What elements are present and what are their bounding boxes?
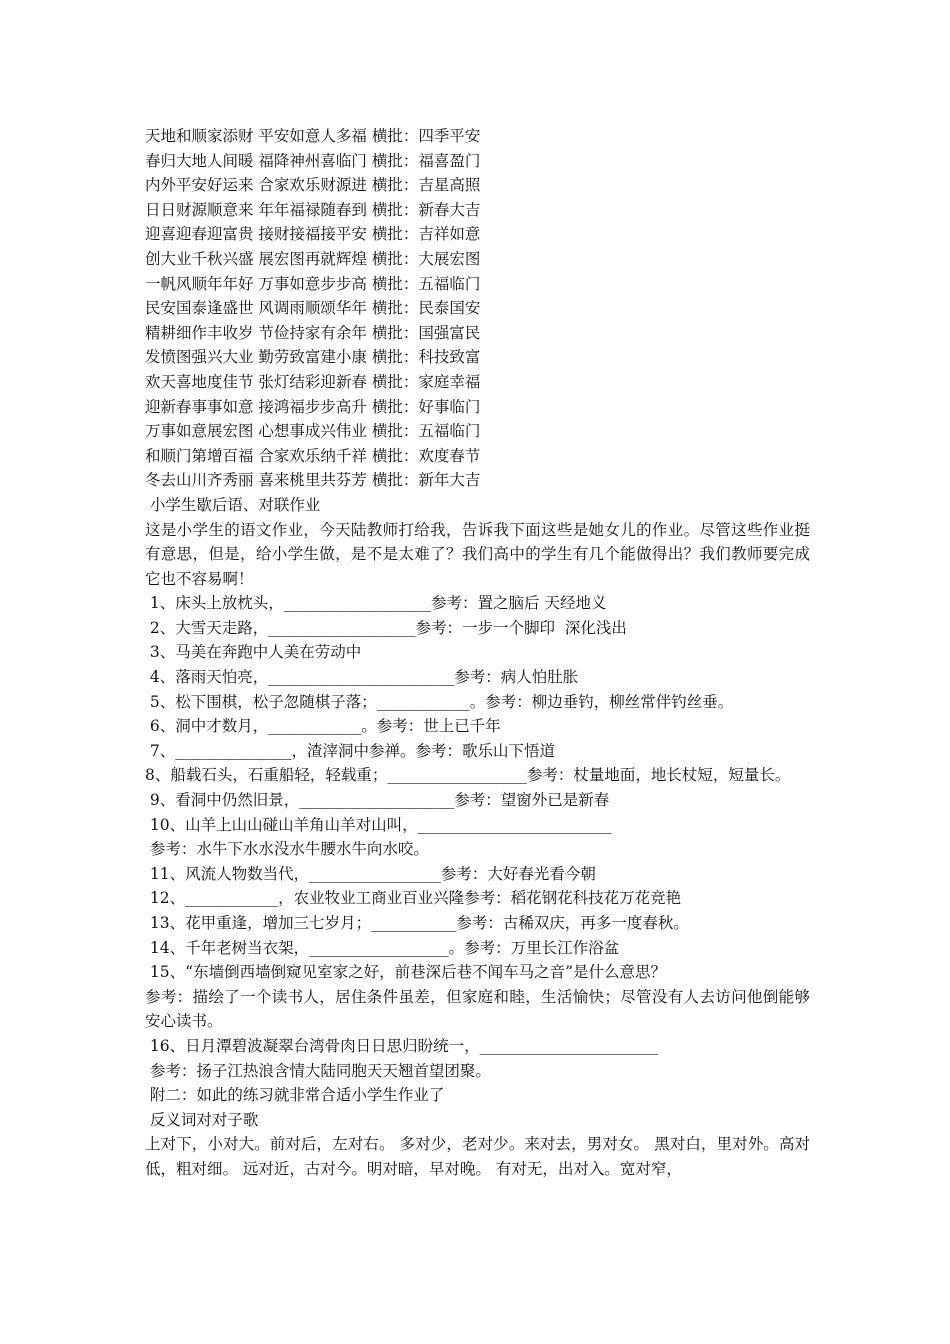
question-item: 9、看洞中仍然旧景，____________________参考：望窗外已是新春	[145, 791, 610, 810]
question-item: 6、洞中才数月，____________。参考：世上已千年	[145, 717, 501, 736]
couplet-line: 日日财源顺意来 年年福禄随春到 横批：新春大吉	[145, 200, 481, 219]
question-item: 1、床头上放枕头，___________________参考：置之脑后 天经地义	[145, 594, 607, 613]
question-item: 4、落雨天怕亮，________________________参考：病人怕肚胀	[145, 668, 579, 687]
couplet-line: 春归大地人间暖 福降神州喜临门 横批：福喜盈门	[145, 151, 481, 170]
question-item: 5、松下围棋，松子忽随棋子落；____________。参考：柳边垂钓，柳丝常伴钓丝垂。	[145, 692, 734, 711]
couplet-line: 发愤图强兴大业 勤劳致富建小康 横批：科技致富	[145, 348, 481, 367]
couplet-line: 欢天喜地度佳节 张灯结彩迎新春 横批：家庭幸福	[145, 372, 481, 391]
question-item: 14、千年老树当衣架，__________________。参考：万里长江作浴盆	[145, 938, 620, 957]
couplet-line: 内外平安好运来 合家欢乐财源进 横批：吉星高照	[145, 176, 481, 195]
couplet-line: 迎新春事事如意 接鸿福步步高升 横批：好事临门	[145, 397, 481, 416]
question-item: 16、日月潭碧波凝翠台湾骨肉日日思归盼统一，_______________________	[145, 1036, 658, 1055]
question-item: 10、山羊上山山碰山羊角山羊对山叫，_________________________	[145, 815, 612, 834]
intro-paragraph: 这是小学生的语文作业，今天陆教师打给我，告诉我下面这些是她女儿的作业。尽管这些作业挺有意思，但是，给小学生做，是不是太难了？我们高中的学生有几个能做得出？我们教师要完成它也不容易啊！	[145, 520, 810, 588]
couplet-line: 冬去山川齐秀丽 喜来桃里共芬芳 横批：新年大吉	[145, 471, 481, 490]
song-text: 上对下，小对大。前对后，左对右。 多对少，老对少。来对去，男对女。 黑对白，里对外。高对低，粗对细。 远对近，古对今。明对暗，早对晚。 有对无，出对入。宽对窄，	[145, 1135, 810, 1178]
couplet-line: 精耕细作丰收岁 节俭持家有余年 横批：国强富民	[145, 323, 481, 342]
song-title: 反义词对对子歌	[145, 1110, 259, 1129]
document-body	[145, 124, 810, 1182]
question-item: 3、马美在奔跑中人美在劳动中	[145, 643, 362, 662]
couplet-line: 天地和顺家添财 平安如意人多福 横批：四季平安	[145, 127, 481, 145]
couplet-line: 一帆风顺年年好 万事如意步步高 横批：五福临门	[145, 274, 481, 293]
question-item: 8、船载石头，石重船轻，轻载重；__________________参考：杖量地面，地长杖短，短量长。	[145, 766, 791, 785]
couplet-line: 万事如意展宏图 心想事成兴伟业 横批：五福临门	[145, 422, 481, 441]
couplet-line: 民安国泰逢盛世 风调雨顺颂华年 横批：民泰国安	[145, 299, 481, 318]
couplet-line: 迎喜迎春迎富贵 接财接福接平安 横批：吉祥如意	[145, 225, 481, 244]
question-item: 13、花甲重逢，增加三七岁月；___________参考：古稀双庆，再多一度春秋。	[145, 914, 689, 932]
question-list	[145, 591, 810, 1083]
question-item: 11、风流人物数当代，_________________参考：大好春光看今朝	[145, 864, 596, 883]
question-item: 2、大雪天走路，___________________参考：一步一个脚印 深化浅出	[145, 618, 627, 637]
appendix-title: 附二：如此的练习就非常合适小学生作业了	[145, 1086, 445, 1105]
answer-line: 参考：描绘了一个读书人，居住条件虽差，但家庭和睦，生活愉快；尽管没有人去访问他倒能够安心读书。	[145, 987, 810, 1031]
question-item: 12、____________，农业牧业工商业百业兴隆参考：稻花钢花科技花万花竞艳	[145, 889, 682, 908]
couplet-list	[145, 124, 810, 493]
answer-line: 参考：水牛下水水没水牛腰水牛向水咬。	[145, 840, 429, 859]
question-item: 7、_______________，渣滓洞中参禅。参考：歌乐山下悟道	[145, 741, 556, 760]
question-item: 15、“东墙倒西墙倒窥见室家之好，前巷深后巷不闻车马之音”是什么意思？	[145, 963, 667, 982]
answer-line: 参考：扬子江热浪含情大陆同胞天天翘首望团聚。	[145, 1061, 491, 1080]
couplet-line: 创大业千秋兴盛 展宏图再就辉煌 横批：大展宏图	[145, 249, 481, 268]
section-title: 小学生歇后语、对联作业	[145, 495, 321, 514]
couplet-line: 和顺门第增百福 合家欢乐纳千祥 横批：欢度春节	[145, 446, 481, 465]
